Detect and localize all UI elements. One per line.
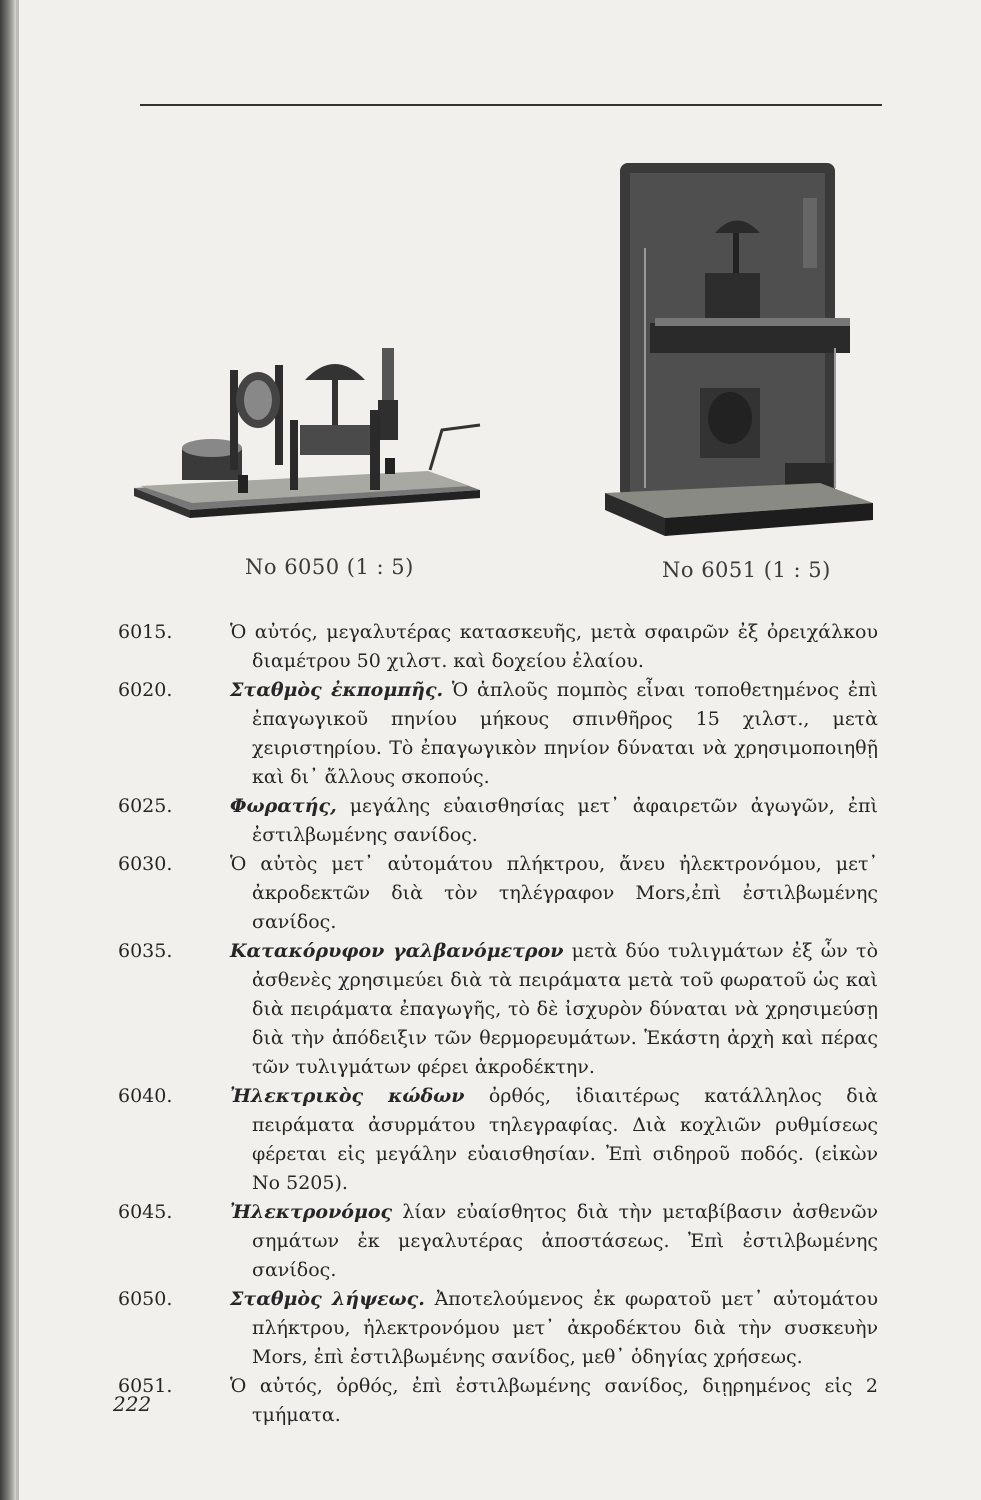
entry-number: 6025.	[118, 795, 173, 817]
entry-text: μεγάλης εὐαισθησίας μετ᾽ ἀφαιρετῶν ἀγωγῶν, ἐπὶ ἐστιλβωμένης σανίδος.	[252, 795, 878, 846]
catalog-entries	[118, 618, 878, 1430]
catalog-entry-6045	[118, 1198, 878, 1285]
figure-6051-caption: No 6051 (1 : 5)	[662, 558, 831, 582]
book-spine-shadow	[0, 0, 16, 1500]
catalog-entry-6030	[118, 850, 878, 937]
entry-text: Ὁ αὐτός, μεγαλυτέρας κατασκευῆς, μετὰ σφαιρῶν ἐξ ὀρειχάλκου διαμέτρου 50 χιλστ. καὶ δοχείου ἐλαίου.	[230, 621, 878, 672]
entry-text: Ὁ αὐτὸς μετ᾽ αὐτομάτου πλήκτρου, ἄνευ ἠλεκτρονόμου, μετ᾽ ἀκροδεκτῶν διὰ τὸν τηλέγραφον Mors,ἐπὶ ἐστιλβωμένης σανίδος.	[230, 853, 878, 933]
entry-number: 6035.	[118, 940, 173, 962]
entry-number: 6040.	[118, 1085, 173, 1107]
entry-number: 6045.	[118, 1201, 173, 1223]
header-rule	[140, 104, 882, 106]
catalog-entry-6025	[118, 792, 878, 850]
figure-6050-caption: No 6050 (1 : 5)	[245, 555, 414, 579]
entry-number: 6015.	[118, 621, 173, 643]
entry-number: 6051.	[118, 1375, 173, 1397]
entry-term: Κατακόρυφον γαλβανόμετρον	[230, 940, 564, 962]
entry-number: 6050.	[118, 1288, 173, 1310]
entry-term: Φωρατής,	[230, 795, 337, 817]
entry-text: μετὰ δύο τυλιγμάτων ἐξ ὧν τὸ ἀσθενὲς χρησιμεύει διὰ τὰ πειράματα μετὰ τοῦ φωρατοῦ ὡς καὶ διὰ πειράματα ἐπαγωγῆς, τὸ δὲ ἰσχυρὸν δύναται νὰ χρησιμεύσῃ διὰ τὴν ἀπόδειξιν τῶν θερμορευμάτων. Ἑκάστη ἀρχὴ καὶ πέρας τῶν τυλιγμάτων φέρει ἀκροδέκτην.	[252, 940, 879, 1078]
entry-term: Σταθμὸς λήψεως.	[230, 1288, 425, 1310]
catalog-entry-6035	[118, 937, 878, 1082]
entry-term: Ἠλεκτρονόμος	[230, 1201, 393, 1223]
entry-text: Ἀποτελούμενος ἐκ φωρατοῦ μετ᾽ αὐτομάτου πλήκτρου, ἠλεκτρονόμου μετ᾽ ἀκροδέκτου διὰ τὴν συσκευὴν Mors, ἐπὶ ἐστιλβωμένης σανίδος, μεθ᾽ ὁδηγίας χρήσεως.	[252, 1288, 879, 1368]
figure-6050-illustration	[130, 340, 485, 520]
figure-6051-illustration	[605, 158, 875, 543]
catalog-entry-6040	[118, 1082, 878, 1198]
entry-text: λίαν εὐαίσθητος διὰ τὴν μεταβίβασιν ἀσθενῶν σημάτων ἐκ μεγαλυτέρας ἀποστάσεως. Ἐπὶ ἐστιλβωμένης σανίδος.	[252, 1201, 878, 1281]
entry-term: Ἠλεκτρικὸς κώδων	[230, 1085, 465, 1107]
entry-number: 6030.	[118, 853, 173, 875]
page-number: 222	[113, 1392, 152, 1416]
entry-text: ὀρθός, ἰδιαιτέρως κατάλληλος διὰ πειράματα ἀσυρμάτου τηλεγραφίας. Διὰ κοχλιῶν ρυθμίσεως φέρεται εἰς μεγάλην εὐαισθησίαν. Ἐπὶ σιδηροῦ ποδός. (εἰκὼν Νο 5205).	[252, 1085, 878, 1194]
entry-text: Ὁ ἁπλοῦς πομπὸς εἶναι τοποθετημένος ἐπὶ ἐπαγωγικοῦ πηνίου μήκους σπινθῆρος 15 χιλστ., μετὰ χειριστηρίου. Τὸ ἐπαγωγικὸν πηνίον δύναται νὰ χρησιμοποιηθῇ καὶ δι᾽ ἄλλους σκοπούς.	[252, 679, 878, 788]
entry-text: Ὁ αὐτός, ὀρθός, ἐπὶ ἐστιλβωμένης σανίδος, διῃρημένος εἰς 2 τμήματα.	[230, 1375, 878, 1426]
catalog-entry-6051	[118, 1372, 878, 1430]
catalog-entry-6020	[118, 676, 878, 792]
page-edge	[16, 0, 19, 1500]
entry-number: 6020.	[118, 679, 173, 701]
entry-term: Σταθμὸς ἐκπομπῆς.	[230, 679, 444, 701]
catalog-entry-6015	[118, 618, 878, 676]
catalog-entry-6050	[118, 1285, 878, 1372]
